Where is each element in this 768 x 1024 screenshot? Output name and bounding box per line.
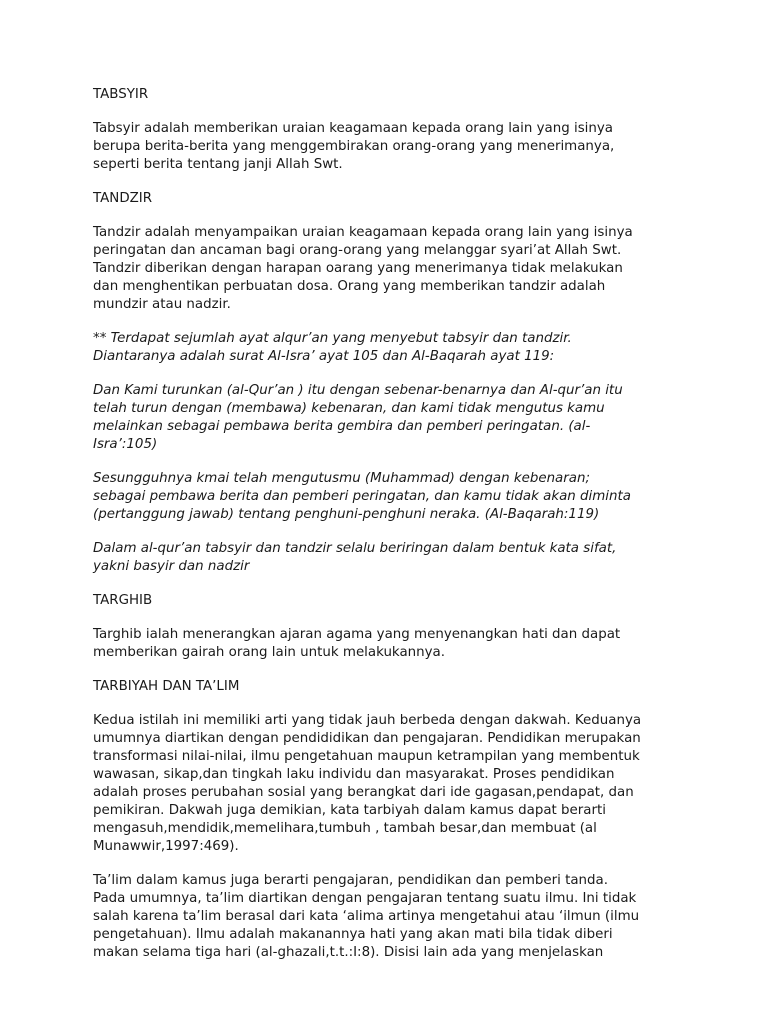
ayat-intro-text: Terdapat sejumlah ayat alqur’an yang menyebut tabsyir dan tandzir. Diantaranya adalah surat Al-Isra’ ayat 105 dan Al-Baqarah ayat 119: [93,331,572,364]
paragraph-targhib: Targhib ialah menerangkan ajaran agama yang menyenangkan hati dan dapat memberikan gairah orang lain untuk melakukannya. [93,627,621,660]
paragraph-ayat-intro [93,330,693,366]
paragraph-talim: Ta’lim dalam kamus juga berarti pengajaran, pendidikan dan pemberi tanda. Pada umumnya, ta’lim diartikan dengan pengajaran tentang suatu ilmu. Ini tidak salah karena ta’lim berasal dari kata ‘alima artinya mengetahui atau ‘ilmun (ilmu pengetahuan). Ilmu adalah makanannya hati yang akan mati bila tidak diberi makan selama tiga hari (al-ghazali,t.t.:I:8). Disisi lain ada yang menjelaskan [93,873,640,960]
heading-targhib: TARGHIB [93,593,153,608]
asterisk-prefix: ** [93,331,111,346]
heading-tandzir: TANDZIR [93,191,153,206]
heading-tarbiyah-talim: TARBIYAH DAN TA’LIM [93,679,240,694]
quote-al-isra: Dan Kami turunkan (al-Qur’an ) itu dengan sebenar-benarnya dan Al-qur’an itu telah turun dengan (membawa) kebenaran, dan kami tidak mengutus kamu melainkan sebagai pembawa berita gembira dan pemberi peringatan. (al- Isra’:105) [93,383,623,452]
paragraph-tarbiyah: Kedua istilah ini memiliki arti yang tidak jauh berbeda dengan dakwah. Keduanya umumnya diartikan dengan pendididikan dan pengajaran. Pendidikan merupakan transformasi nilai-nilai, ilmu pengetahuan maupun ketrampilan yang membentuk wawasan, sikap,dan tingkah laku individu dan masyarakat. Proses pendidikan adalah proses perubahan sosial yang berangkat dari ide gagasan,pendapat, dan pemikiran. Dakwah juga demikian, kata tarbiyah dalam kamus dapat berarti mengasuh,mendidik,memelihara,tumbuh , tambah besar,dan membuat (al Munawwir,1997:469). [93,713,642,854]
document-page [93,86,693,978]
heading-tabsyir: TABSYIR [93,87,149,102]
paragraph-tabsyir: Tabsyir adalah memberikan uraian keagamaan kepada orang lain yang isinya berupa berita-berita yang menggembirakan orang-orang yang menerimanya, seperti berita tentang janji Allah Swt. [93,121,615,172]
paragraph-tandzir: Tandzir adalah menyampaikan uraian keagamaan kepada orang lain yang isinya peringatan dan ancaman bagi orang-orang yang melanggar syari’at Allah Swt. Tandzir diberikan dengan harapan oarang yang menerimanya tidak melakukan dan menghentikan perbuatan dosa. Orang yang memberikan tandzir adalah mundzir atau nadzir. [93,225,633,312]
quote-al-baqarah: Sesungguhnya kmai telah mengutusmu (Muhammad) dengan kebenaran; sebagai pembawa berita dan pemberi peringatan, dan kamu tidak akan diminta (pertanggung jawab) tentang penghuni-penghuni neraka. (Al-Baqarah:119) [93,471,631,522]
paragraph-beriringan: Dalam al-qur’an tabsyir dan tandzir selalu beriringan dalam bentuk kata sifat, yakni basyir dan nadzir [93,541,617,574]
